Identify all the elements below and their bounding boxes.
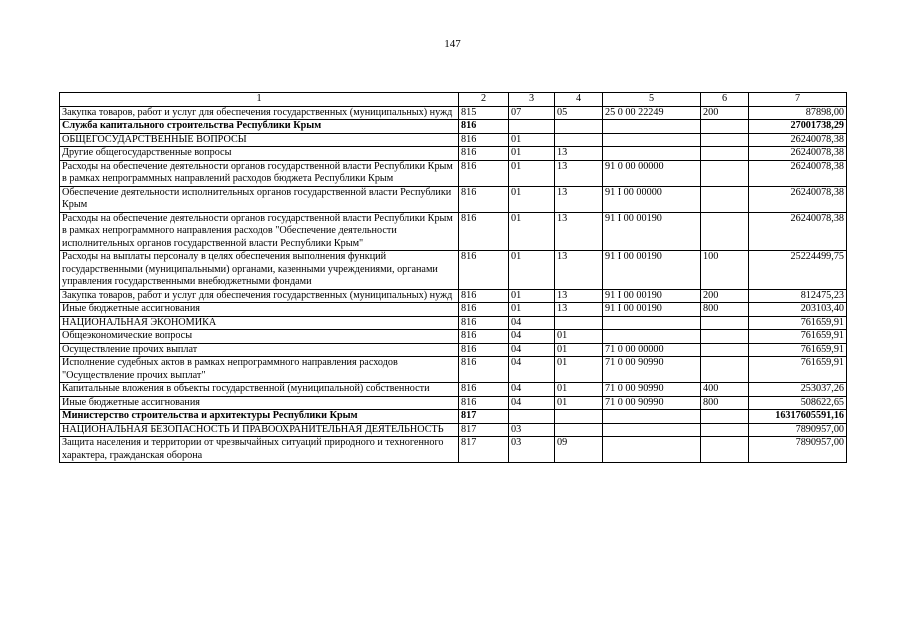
table-row	[60, 357, 847, 383]
row-description: Министерство строительства и архитектуры Республики Крым	[60, 410, 459, 424]
row-expense-type: 200	[701, 106, 749, 120]
row-target-article	[603, 410, 701, 424]
row-target-article	[603, 147, 701, 161]
table-row	[60, 330, 847, 344]
row-subsection-code: 05	[555, 106, 603, 120]
row-amount: 761659,91	[749, 316, 847, 330]
row-section-code	[509, 120, 555, 134]
column-number-1: 1	[60, 93, 459, 107]
row-amount: 761659,91	[749, 343, 847, 357]
row-target-article: 91 I 00 00190	[603, 303, 701, 317]
column-number-6: 6	[701, 93, 749, 107]
row-amount: 26240078,38	[749, 212, 847, 251]
column-number-7: 7	[749, 93, 847, 107]
row-expense-type	[701, 410, 749, 424]
row-ministry-code: 816	[459, 357, 509, 383]
row-ministry-code: 816	[459, 186, 509, 212]
row-description: ОБЩЕГОСУДАРСТВЕННЫЕ ВОПРОСЫ	[60, 133, 459, 147]
row-section-code: 01	[509, 133, 555, 147]
table-row	[60, 410, 847, 424]
table-header-row	[60, 93, 847, 107]
row-target-article	[603, 437, 701, 463]
row-target-article: 91 I 00 00190	[603, 289, 701, 303]
row-amount: 761659,91	[749, 357, 847, 383]
row-expense-type: 800	[701, 396, 749, 410]
row-ministry-code: 817	[459, 410, 509, 424]
row-ministry-code: 816	[459, 383, 509, 397]
row-description: Иные бюджетные ассигнования	[60, 303, 459, 317]
column-number-4: 4	[555, 93, 603, 107]
row-section-code: 01	[509, 251, 555, 290]
row-description: Закупка товаров, работ и услуг для обеспечения государственных (муниципальных) нужд	[60, 106, 459, 120]
row-subsection-code: 13	[555, 147, 603, 161]
row-section-code: 04	[509, 330, 555, 344]
row-expense-type	[701, 437, 749, 463]
row-ministry-code: 816	[459, 289, 509, 303]
row-amount: 26240078,38	[749, 147, 847, 161]
table-body	[60, 93, 847, 463]
row-amount: 7890957,00	[749, 437, 847, 463]
row-expense-type: 200	[701, 289, 749, 303]
row-amount: 87898,00	[749, 106, 847, 120]
row-expense-type	[701, 316, 749, 330]
row-target-article: 25 0 00 22249	[603, 106, 701, 120]
row-subsection-code: 01	[555, 383, 603, 397]
row-expense-type	[701, 147, 749, 161]
row-target-article: 91 I 00 00190	[603, 251, 701, 290]
table-row	[60, 160, 847, 186]
row-subsection-code: 13	[555, 289, 603, 303]
row-section-code: 04	[509, 316, 555, 330]
row-section-code: 01	[509, 303, 555, 317]
row-expense-type	[701, 120, 749, 134]
row-amount: 253037,26	[749, 383, 847, 397]
row-section-code: 07	[509, 106, 555, 120]
row-expense-type	[701, 212, 749, 251]
row-subsection-code: 09	[555, 437, 603, 463]
row-subsection-code	[555, 120, 603, 134]
row-section-code: 01	[509, 160, 555, 186]
budget-table	[59, 92, 847, 463]
row-expense-type	[701, 133, 749, 147]
row-ministry-code: 815	[459, 106, 509, 120]
row-section-code: 01	[509, 212, 555, 251]
table-row	[60, 383, 847, 397]
row-ministry-code: 816	[459, 316, 509, 330]
table-row	[60, 289, 847, 303]
row-target-article: 71 0 00 90990	[603, 383, 701, 397]
row-expense-type: 400	[701, 383, 749, 397]
column-number-3: 3	[509, 93, 555, 107]
row-subsection-code: 01	[555, 343, 603, 357]
row-expense-type	[701, 357, 749, 383]
row-ministry-code: 816	[459, 160, 509, 186]
row-target-article	[603, 423, 701, 437]
row-description: Капитальные вложения в объекты государственной (муниципальной) собственности	[60, 383, 459, 397]
row-ministry-code: 816	[459, 251, 509, 290]
table-row	[60, 212, 847, 251]
row-description: Расходы на выплаты персоналу в целях обеспечения выполнения функций государственными (муниципальными) органами, казенными учреждениями, органами управления государственными внебюджетными фондами	[60, 251, 459, 290]
row-target-article: 91 I 00 00190	[603, 212, 701, 251]
table-row	[60, 343, 847, 357]
row-subsection-code	[555, 316, 603, 330]
row-amount: 761659,91	[749, 330, 847, 344]
column-number-5: 5	[603, 93, 701, 107]
row-amount: 25224499,75	[749, 251, 847, 290]
row-ministry-code: 816	[459, 303, 509, 317]
row-description: Защита населения и территории от чрезвычайных ситуаций природного и техногенного характера, гражданская оборона	[60, 437, 459, 463]
row-description: НАЦИОНАЛЬНАЯ ЭКОНОМИКА	[60, 316, 459, 330]
row-section-code: 01	[509, 186, 555, 212]
row-target-article	[603, 316, 701, 330]
row-amount: 812475,23	[749, 289, 847, 303]
row-target-article	[603, 120, 701, 134]
row-amount: 508622,65	[749, 396, 847, 410]
row-description: Осуществление прочих выплат	[60, 343, 459, 357]
row-target-article	[603, 133, 701, 147]
row-amount: 203103,40	[749, 303, 847, 317]
row-expense-type	[701, 423, 749, 437]
row-section-code: 04	[509, 383, 555, 397]
row-section-code: 04	[509, 396, 555, 410]
table-row	[60, 423, 847, 437]
row-ministry-code: 816	[459, 147, 509, 161]
row-description: Общеэкономические вопросы	[60, 330, 459, 344]
row-subsection-code: 13	[555, 160, 603, 186]
table-row	[60, 251, 847, 290]
row-section-code: 01	[509, 147, 555, 161]
row-amount: 26240078,38	[749, 133, 847, 147]
row-description: Обеспечение деятельности исполнительных органов государственной власти Республики Крым	[60, 186, 459, 212]
page-number: 147	[444, 38, 461, 50]
row-target-article	[603, 330, 701, 344]
row-amount: 16317605591,16	[749, 410, 847, 424]
row-section-code: 04	[509, 357, 555, 383]
row-ministry-code: 816	[459, 396, 509, 410]
row-amount: 26240078,38	[749, 186, 847, 212]
row-subsection-code: 13	[555, 251, 603, 290]
row-description: Другие общегосударственные вопросы	[60, 147, 459, 161]
row-subsection-code	[555, 410, 603, 424]
row-description: Иные бюджетные ассигнования	[60, 396, 459, 410]
row-description: Расходы на обеспечение деятельности органов государственной власти Республики Крым в рамках непрограммного направления расходов "Обеспечение деятельности исполнительных органов государственной власти Республики Крым"	[60, 212, 459, 251]
row-target-article: 71 0 00 90990	[603, 396, 701, 410]
row-ministry-code: 817	[459, 423, 509, 437]
row-ministry-code: 816	[459, 343, 509, 357]
row-amount: 7890957,00	[749, 423, 847, 437]
row-subsection-code	[555, 133, 603, 147]
row-section-code: 04	[509, 343, 555, 357]
column-number-2: 2	[459, 93, 509, 107]
row-ministry-code: 816	[459, 133, 509, 147]
row-section-code	[509, 410, 555, 424]
row-expense-type	[701, 343, 749, 357]
row-subsection-code	[555, 423, 603, 437]
row-expense-type: 800	[701, 303, 749, 317]
table-row	[60, 437, 847, 463]
row-subsection-code: 01	[555, 330, 603, 344]
row-target-article: 71 0 00 90990	[603, 357, 701, 383]
row-amount: 26240078,38	[749, 160, 847, 186]
table-row	[60, 303, 847, 317]
row-description: Исполнение судебных актов в рамках непрограммного направления расходов "Осуществление прочих выплат"	[60, 357, 459, 383]
table-row	[60, 147, 847, 161]
row-subsection-code: 13	[555, 303, 603, 317]
row-expense-type	[701, 160, 749, 186]
row-expense-type	[701, 186, 749, 212]
row-subsection-code: 13	[555, 212, 603, 251]
row-ministry-code: 816	[459, 120, 509, 134]
row-ministry-code: 816	[459, 212, 509, 251]
row-target-article: 91 0 00 00000	[603, 160, 701, 186]
row-ministry-code: 817	[459, 437, 509, 463]
row-amount: 27001738,29	[749, 120, 847, 134]
row-section-code: 01	[509, 289, 555, 303]
row-ministry-code: 816	[459, 330, 509, 344]
row-expense-type	[701, 330, 749, 344]
table-row	[60, 396, 847, 410]
row-section-code: 03	[509, 437, 555, 463]
row-target-article: 71 0 00 00000	[603, 343, 701, 357]
row-description: Служба капитального строительства Республики Крым	[60, 120, 459, 134]
row-subsection-code: 01	[555, 396, 603, 410]
row-description: Закупка товаров, работ и услуг для обеспечения государственных (муниципальных) нужд	[60, 289, 459, 303]
row-target-article: 91 I 00 00000	[603, 186, 701, 212]
row-description: НАЦИОНАЛЬНАЯ БЕЗОПАСНОСТЬ И ПРАВООХРАНИТЕЛЬНАЯ ДЕЯТЕЛЬНОСТЬ	[60, 423, 459, 437]
row-subsection-code: 13	[555, 186, 603, 212]
table-row	[60, 120, 847, 134]
row-expense-type: 100	[701, 251, 749, 290]
table-row	[60, 133, 847, 147]
row-description: Расходы на обеспечение деятельности органов государственной власти Республики Крым в рамках непрограммных направлений расходов бюджета Республики Крым	[60, 160, 459, 186]
row-section-code: 03	[509, 423, 555, 437]
table-row	[60, 186, 847, 212]
table-row	[60, 316, 847, 330]
table-row	[60, 106, 847, 120]
row-subsection-code: 01	[555, 357, 603, 383]
